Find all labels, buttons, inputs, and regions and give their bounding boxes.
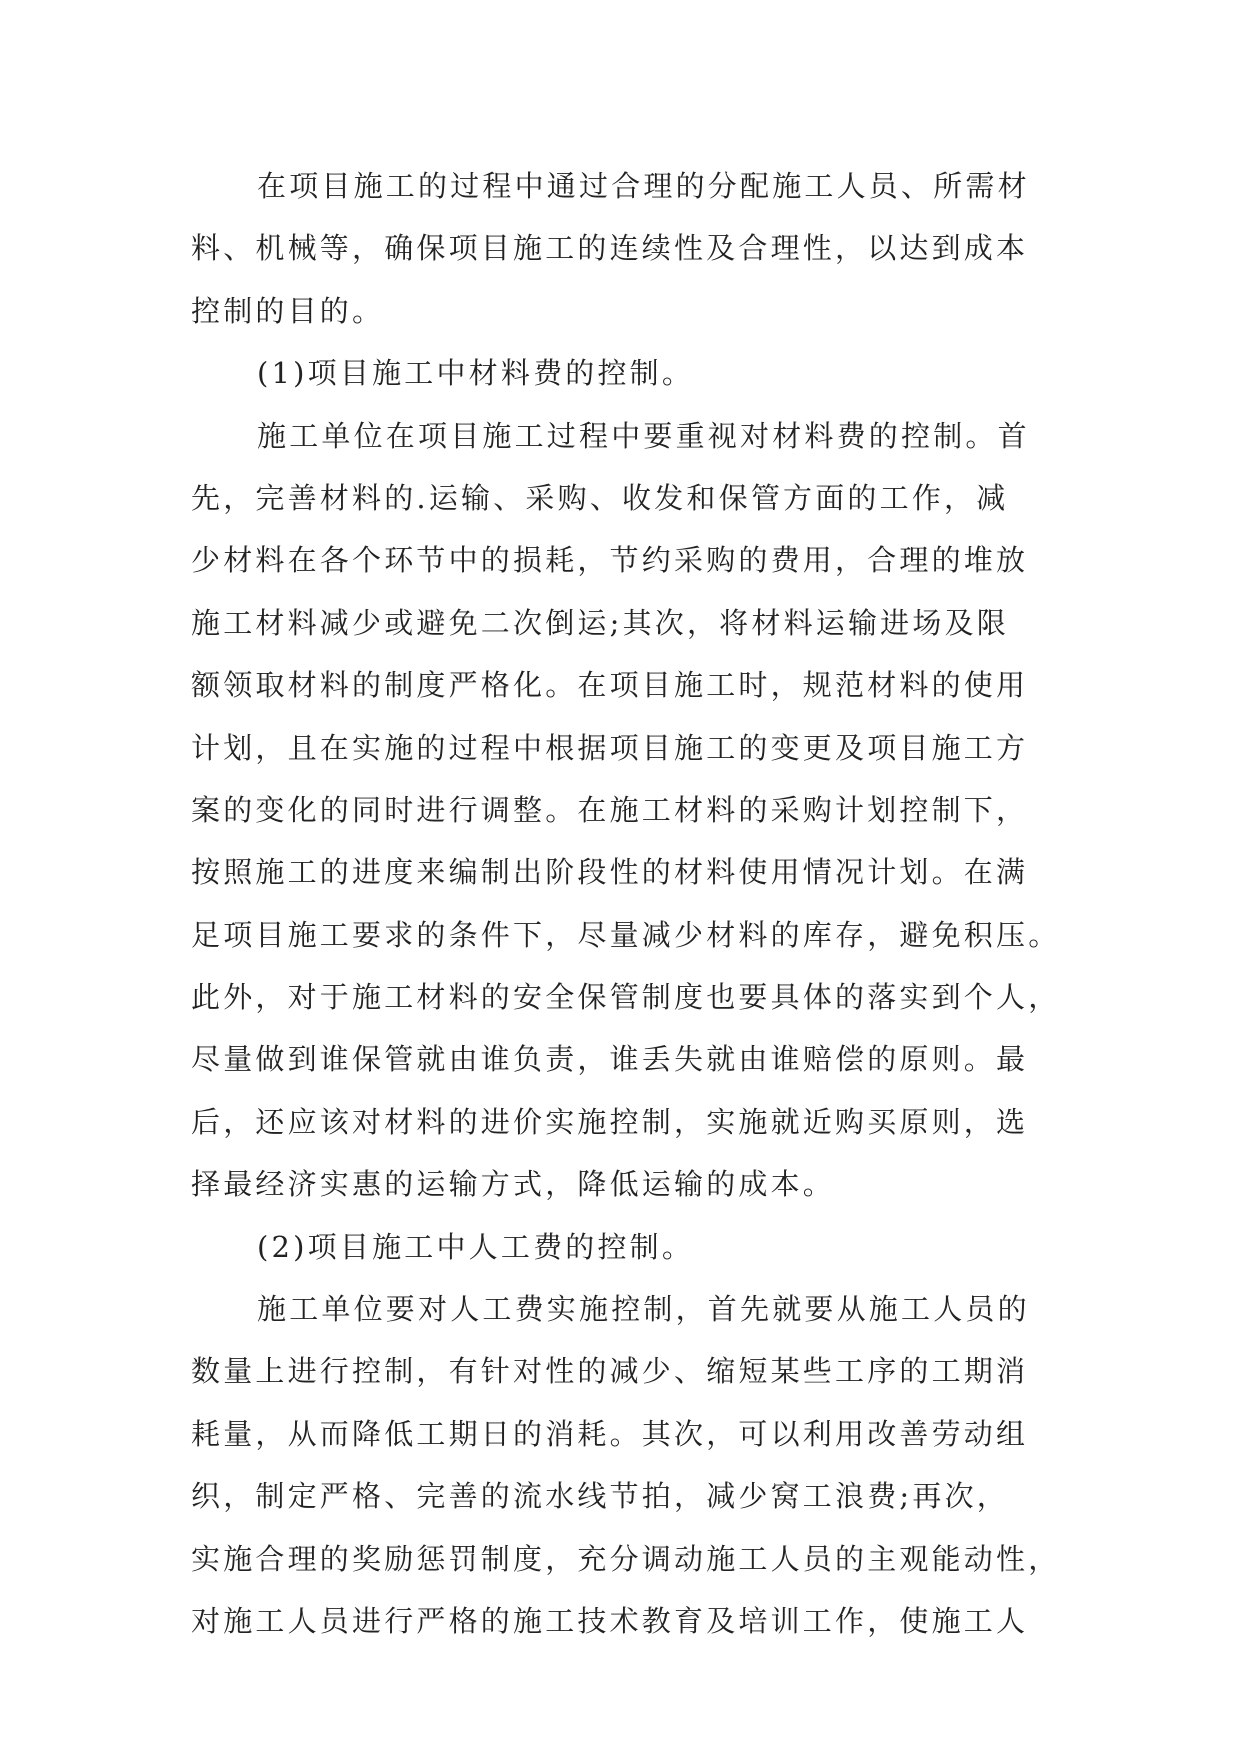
text-line: 此外，对于施工材料的安全保管制度也要具体的落实到个人，	[191, 980, 1061, 1015]
text-line: 先，完善材料的.运输、采购、收发和保管方面的工作，减	[191, 480, 1009, 515]
subheading-labor-cost	[191, 1216, 1051, 1278]
text-line: 少材料在各个环节中的损耗，节约采购的费用，合理的堆放	[191, 543, 1029, 578]
text-line: 耗量，从而降低工期日的消耗。其次，可以利用改善劳动组	[191, 1416, 1029, 1451]
text-line: 尽量做到谁保管就由谁负责，谁丢失就由谁赔偿的原则。最	[191, 1042, 1029, 1077]
text-line: 对施工人员进行严格的施工技术教育及培训工作，使施工人	[191, 1603, 1029, 1638]
text-line: 施工单位在项目施工过程中要重视对材料费的控制。首	[257, 418, 1030, 453]
paragraph-labor-cost	[191, 1278, 1061, 1652]
text-line: 实施合理的奖励惩罚制度，充分调动施工人员的主观能动性，	[191, 1541, 1061, 1576]
text-line: 后，还应该对材料的进价实施控制，实施就近购买原则，选	[191, 1104, 1029, 1139]
subheading-text: (2)项目施工中人工费的控制。	[257, 1229, 695, 1264]
text-line: 织，制定严格、完善的流水线节拍，减少窝工浪费;再次，	[191, 1479, 1009, 1514]
text-line: 在项目施工的过程中通过合理的分配施工人员、所需材	[257, 169, 1030, 203]
text-line: 施工材料减少或避免二次倒运;其次，将材料运输进场及限	[191, 605, 1009, 640]
text-line: 料、机械等，确保项目施工的连续性及合理性，以达到成本	[191, 231, 1029, 266]
text-line: 控制的目的。	[191, 293, 385, 328]
text-line: 按照施工的进度来编制出阶段性的材料使用情况计划。在满	[191, 855, 1029, 890]
text-line: 数量上进行控制，有针对性的减少、缩短某些工序的工期消	[191, 1354, 1029, 1389]
text-line: 择最经济实惠的运输方式，降低运输的成本。	[191, 1167, 836, 1202]
document-body	[191, 155, 1061, 1652]
subheading-material-cost	[191, 342, 1051, 404]
text-line: 施工单位要对人工费实施控制，首先就要从施工人员的	[257, 1292, 1030, 1327]
text-line: 额领取材料的制度严格化。在项目施工时，规范材料的使用	[191, 668, 1029, 703]
text-line: 计划，且在实施的过程中根据项目施工的变更及项目施工方	[191, 730, 1029, 765]
text-line: 案的变化的同时进行调整。在施工材料的采购计划控制下，	[191, 792, 1029, 827]
text-line: 足项目施工要求的条件下，尽量减少材料的库存，避免积压。	[191, 917, 1061, 952]
paragraph-material-cost	[191, 405, 1061, 1216]
paragraph-intro	[191, 155, 1051, 342]
subheading-text: (1)项目施工中材料费的控制。	[257, 356, 695, 391]
